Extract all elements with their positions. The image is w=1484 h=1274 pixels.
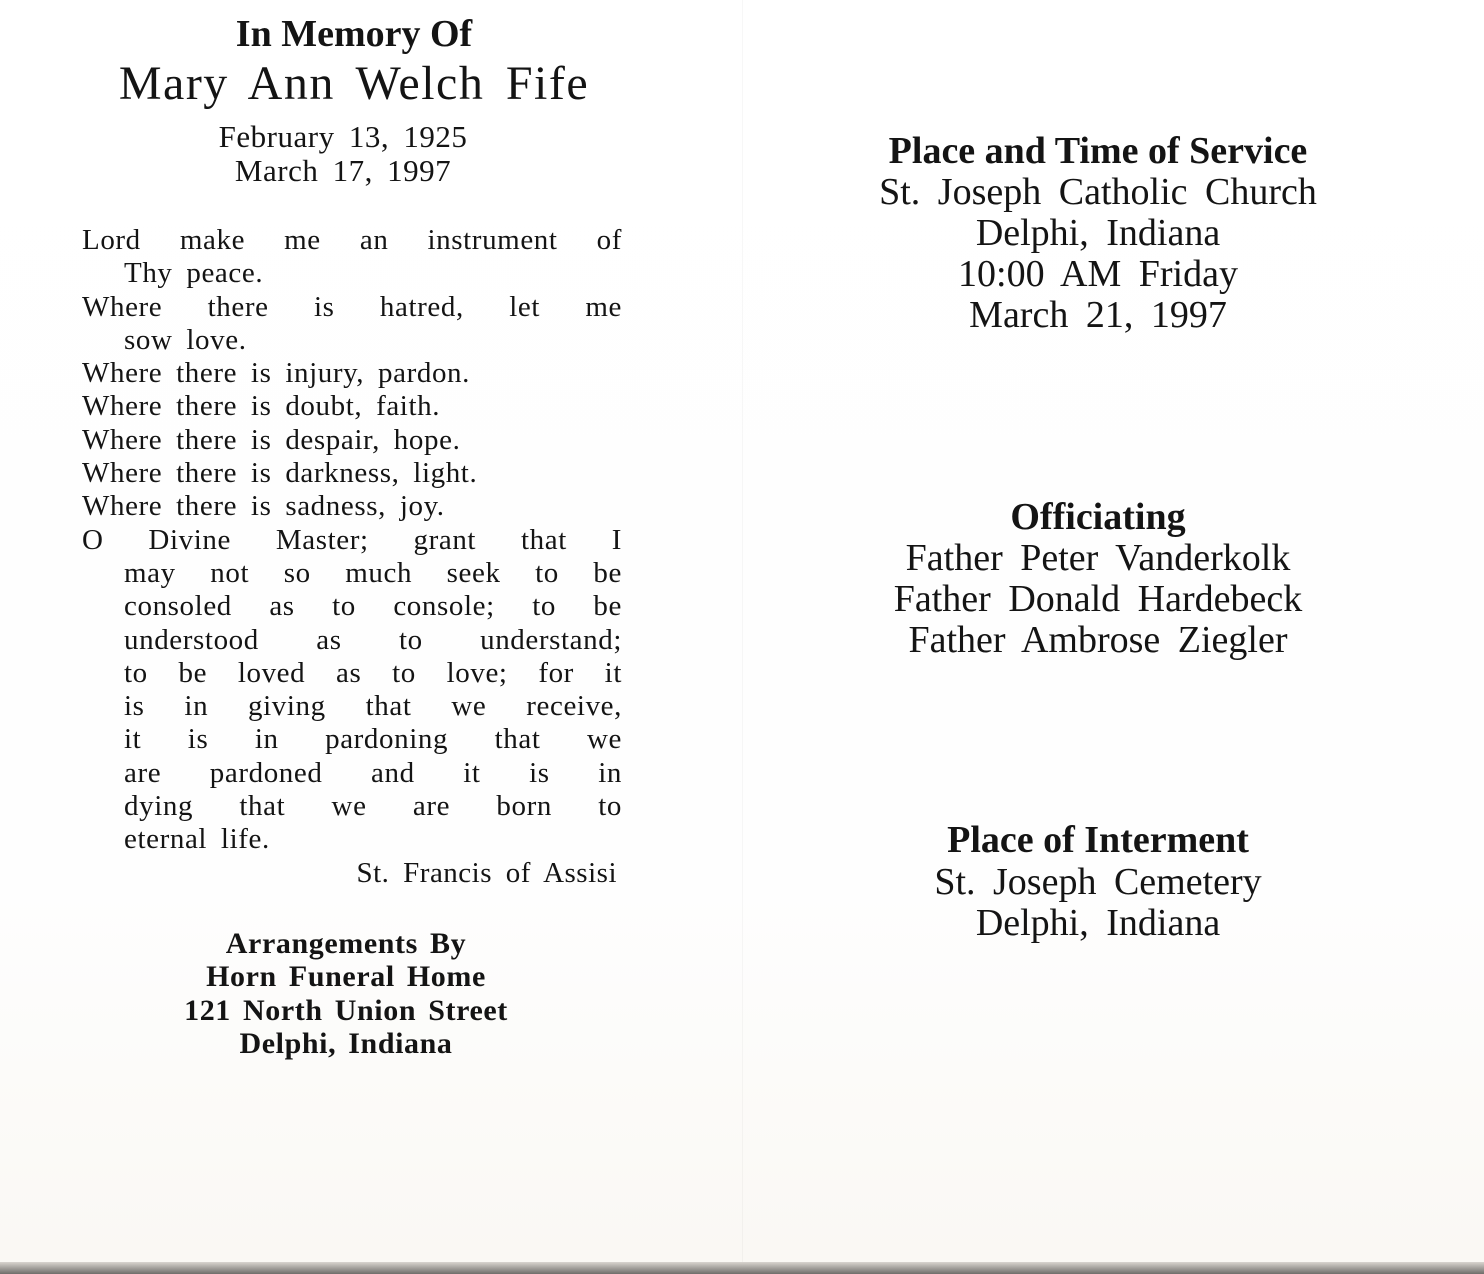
prayer-line: consoled as to console; to be: [124, 590, 622, 623]
service-city: Delphi, Indiana: [975, 212, 1221, 254]
service-block: [742, 130, 1454, 336]
service-time: 10:00 AM Friday: [958, 253, 1238, 295]
officiant: Father Peter Vanderkolk: [905, 537, 1291, 579]
deceased-name: Mary Ann Welch Fife: [118, 57, 590, 110]
life-dates: [0, 120, 686, 188]
prayer-line: O Divine Master; grant that I: [82, 523, 622, 556]
interment-block: [742, 818, 1454, 944]
interment-city: Delphi, Indiana: [975, 902, 1221, 944]
prayer-line: Thy peace.: [124, 257, 264, 290]
arrangements-block: [0, 927, 692, 1060]
death-date: March 17, 1997: [234, 153, 452, 188]
service-church: St. Joseph Catholic Church: [879, 171, 1317, 213]
prayer-line: Where there is sadness, joy.: [82, 490, 445, 523]
officiant: Father Ambrose Ziegler: [908, 619, 1288, 661]
funeral-home-name: Horn Funeral Home: [206, 960, 486, 994]
arrangements-heading: Arrangements By: [225, 927, 467, 960]
interment-cemetery: St. Joseph Cemetery: [934, 861, 1262, 903]
funeral-home-street: 121 North Union Street: [184, 993, 508, 1027]
card-bottom-edge: [0, 1262, 1484, 1274]
service-date: March 21, 1997: [969, 294, 1227, 336]
funeral-home-city: Delphi, Indiana: [239, 1026, 453, 1060]
prayer-line: Where there is despair, hope.: [82, 423, 461, 456]
prayer-line: sow love.: [124, 323, 247, 356]
service-heading: Place and Time of Service: [888, 130, 1308, 172]
prayer-line: Where there is doubt, faith.: [82, 390, 441, 423]
prayer-text: [82, 224, 622, 857]
officiating-heading: Officiating: [1010, 496, 1186, 538]
prayer-attribution: St. Francis of Assisi: [356, 857, 617, 889]
prayer-line: Lord make me an instrument of: [82, 224, 622, 256]
prayer-line: understood as to understand;: [124, 623, 622, 656]
interment-heading: Place of Interment: [947, 819, 1249, 861]
prayer-line: eternal life.: [124, 823, 270, 856]
prayer-line: to be loved as to love; for it: [124, 656, 622, 689]
prayer-line: it is in pardoning that we: [124, 723, 622, 756]
prayer-line: is in giving that we receive,: [124, 690, 622, 723]
prayer-line: are pardoned and it is in: [124, 756, 622, 789]
prayer-line: Where there is darkness, light.: [82, 457, 478, 490]
prayer-line: may not so much seek to be: [124, 556, 622, 589]
birth-date: February 13, 1925: [218, 119, 468, 154]
memory-title: In Memory Of: [235, 13, 473, 55]
officiating-block: [742, 496, 1454, 661]
officiant: Father Donald Hardebeck: [893, 578, 1303, 620]
prayer-line: dying that we are born to: [124, 790, 622, 823]
prayer-line: Where there is hatred, let me: [82, 290, 622, 323]
prayer-line: Where there is injury, pardon.: [82, 357, 470, 390]
